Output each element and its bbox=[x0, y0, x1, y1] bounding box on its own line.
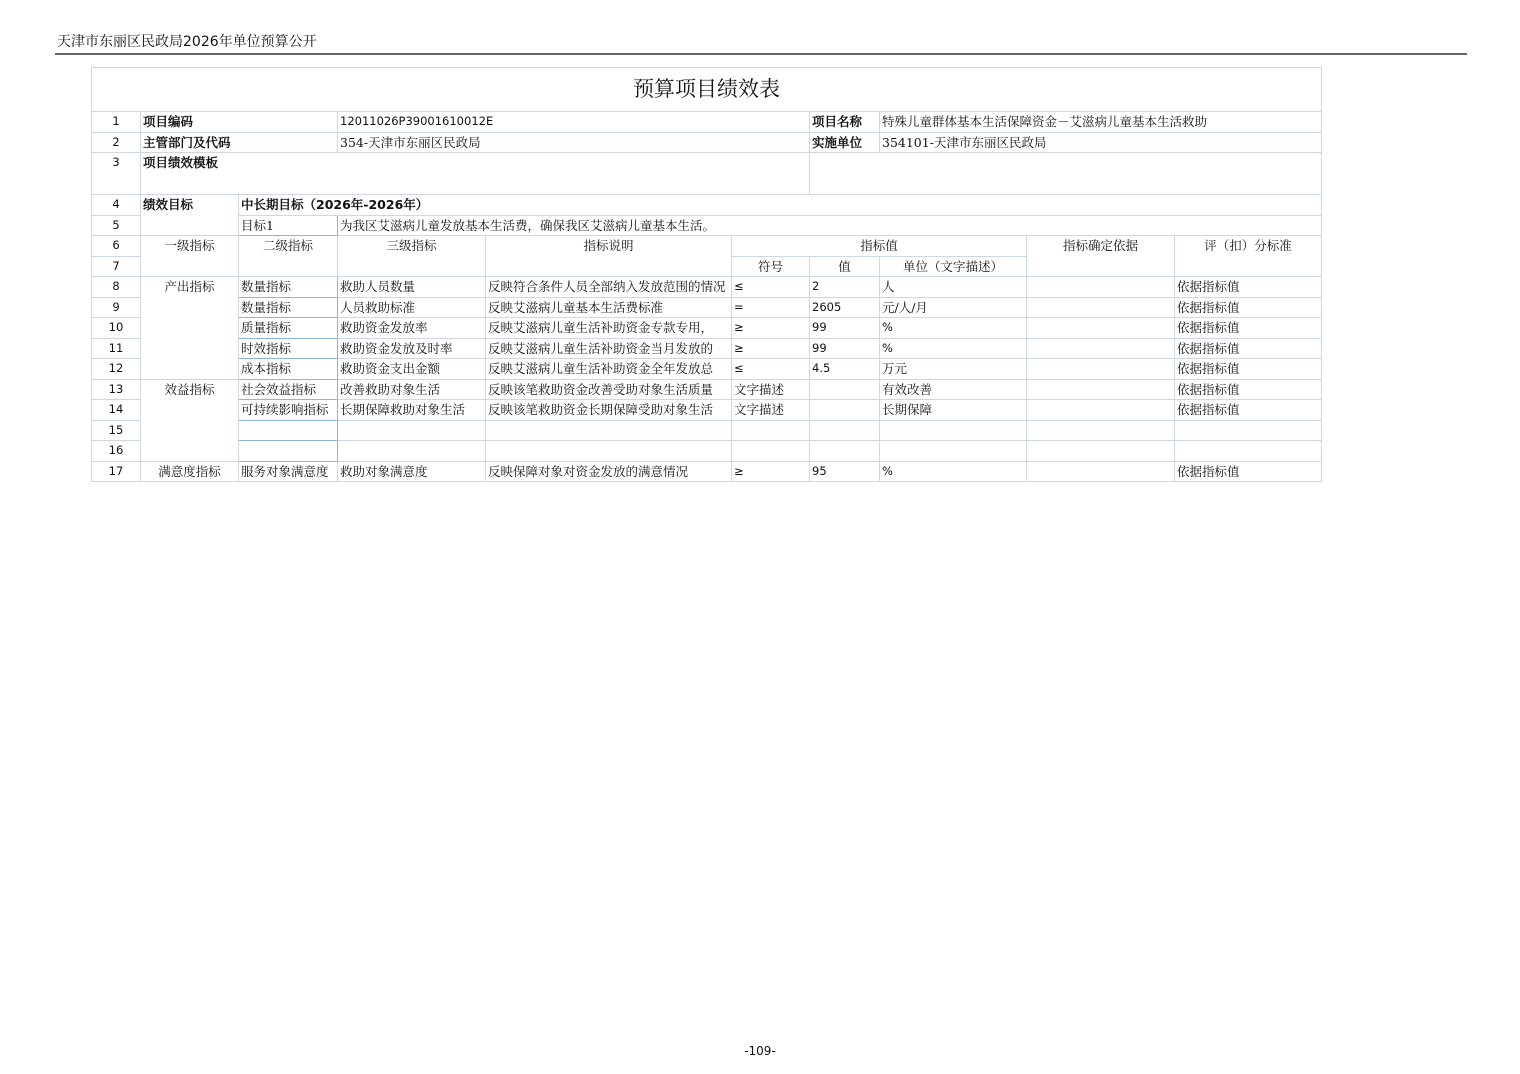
indicator-value: 2605 bbox=[810, 297, 880, 318]
indicator-symbol: 文字描述 bbox=[732, 379, 810, 400]
indicator-level2: 数量指标 bbox=[239, 297, 338, 318]
table-row bbox=[92, 297, 1322, 318]
group-benefit: 效益指标 bbox=[141, 379, 239, 461]
page-number: -109- bbox=[744, 1044, 776, 1058]
indicator-level2: 成本指标 bbox=[239, 359, 338, 380]
indicator-level3: 人员救助标准 bbox=[338, 297, 486, 318]
indicator-value bbox=[810, 420, 880, 441]
group-satisfaction: 满意度指标 bbox=[141, 461, 239, 482]
project-code-value: 12011026P39001610012E bbox=[338, 112, 810, 133]
indicator-basis bbox=[1027, 318, 1175, 339]
header-desc: 指标说明 bbox=[486, 236, 732, 277]
indicator-scoring bbox=[1175, 441, 1322, 462]
dept-label: 主管部门及代码 bbox=[141, 132, 338, 153]
indicator-value: 2 bbox=[810, 277, 880, 298]
indicator-desc bbox=[486, 420, 732, 441]
indicator-desc: 反映艾滋病儿童基本生活费标准 bbox=[486, 297, 732, 318]
header-basis: 指标确定依据 bbox=[1027, 236, 1175, 277]
indicator-level2 bbox=[239, 441, 338, 462]
row-number: 3 bbox=[92, 153, 141, 195]
indicator-scoring: 依据指标值 bbox=[1175, 297, 1322, 318]
indicator-basis bbox=[1027, 359, 1175, 380]
row-number: 12 bbox=[92, 359, 141, 380]
indicator-value: 4.5 bbox=[810, 359, 880, 380]
goal-1-text: 为我区艾滋病儿童发放基本生活费，确保我区艾滋病儿童基本生活。 bbox=[338, 215, 1322, 236]
indicator-level2: 数量指标 bbox=[239, 277, 338, 298]
table-row bbox=[92, 420, 1322, 441]
indicator-desc: 反映保障对象对资金发放的满意情况 bbox=[486, 461, 732, 482]
table-row bbox=[92, 195, 1322, 216]
row-number: 14 bbox=[92, 400, 141, 421]
row-number: 16 bbox=[92, 441, 141, 462]
table-row bbox=[92, 461, 1322, 482]
table-title: 预算项目绩效表 bbox=[92, 68, 1322, 112]
indicator-symbol: ≤ bbox=[732, 277, 810, 298]
indicator-symbol: ≥ bbox=[732, 338, 810, 359]
performance-table bbox=[91, 67, 1322, 482]
table-row bbox=[92, 112, 1322, 133]
indicator-symbol: ≥ bbox=[732, 318, 810, 339]
row-number: 6 bbox=[92, 236, 141, 257]
header-value: 值 bbox=[810, 256, 880, 277]
indicator-level2: 时效指标 bbox=[239, 338, 338, 359]
indicator-value bbox=[810, 400, 880, 421]
indicator-level3: 救助对象满意度 bbox=[338, 461, 486, 482]
indicator-level3: 长期保障救助对象生活 bbox=[338, 400, 486, 421]
indicator-scoring: 依据指标值 bbox=[1175, 277, 1322, 298]
indicator-unit: 元/人/月 bbox=[880, 297, 1027, 318]
project-name-value: 特殊儿童群体基本生活保障资金－艾滋病儿童基本生活救助 bbox=[880, 112, 1322, 133]
indicator-scoring: 依据指标值 bbox=[1175, 318, 1322, 339]
header-scoring: 评（扣）分标准 bbox=[1175, 236, 1322, 277]
indicator-desc: 反映符合条件人员全部纳入发放范围的情况 bbox=[486, 277, 732, 298]
indicator-symbol: ≤ bbox=[732, 359, 810, 380]
indicator-level2: 社会效益指标 bbox=[239, 379, 338, 400]
indicator-unit: 有效改善 bbox=[880, 379, 1027, 400]
indicator-level2: 质量指标 bbox=[239, 318, 338, 339]
indicator-level2: 服务对象满意度 bbox=[239, 461, 338, 482]
indicator-value: 99 bbox=[810, 338, 880, 359]
indicator-desc: 反映艾滋病儿童生活补助资金当月发放的 bbox=[486, 338, 732, 359]
indicator-scoring: 依据指标值 bbox=[1175, 379, 1322, 400]
header-level3: 三级指标 bbox=[338, 236, 486, 277]
table-row bbox=[92, 277, 1322, 298]
indicator-level3: 改善救助对象生活 bbox=[338, 379, 486, 400]
indicator-unit: 人 bbox=[880, 277, 1027, 298]
table-row bbox=[92, 132, 1322, 153]
row-number: 10 bbox=[92, 318, 141, 339]
indicator-basis bbox=[1027, 277, 1175, 298]
indicator-unit bbox=[880, 420, 1027, 441]
project-name-label: 项目名称 bbox=[810, 112, 880, 133]
indicator-unit: 万元 bbox=[880, 359, 1027, 380]
indicator-level3: 救助资金支出金额 bbox=[338, 359, 486, 380]
table-row bbox=[92, 400, 1322, 421]
goal-label: 绩效目标 bbox=[141, 195, 239, 236]
indicator-level3 bbox=[338, 420, 486, 441]
indicator-desc: 反映该笔救助资金长期保障受助对象生活 bbox=[486, 400, 732, 421]
indicator-basis bbox=[1027, 400, 1175, 421]
indicator-unit: % bbox=[880, 318, 1027, 339]
group-output: 产出指标 bbox=[141, 277, 239, 380]
row-number: 2 bbox=[92, 132, 141, 153]
row-number: 8 bbox=[92, 277, 141, 298]
row-number: 13 bbox=[92, 379, 141, 400]
row-number: 11 bbox=[92, 338, 141, 359]
indicator-basis bbox=[1027, 338, 1175, 359]
indicator-scoring bbox=[1175, 420, 1322, 441]
indicator-basis bbox=[1027, 441, 1175, 462]
template-label: 项目绩效模板 bbox=[141, 153, 810, 195]
indicator-desc: 反映艾滋病儿童生活补助资金全年发放总 bbox=[486, 359, 732, 380]
indicator-level3: 救助人员数量 bbox=[338, 277, 486, 298]
table-row bbox=[92, 359, 1322, 380]
row-number: 15 bbox=[92, 420, 141, 441]
indicator-symbol: ≥ bbox=[732, 461, 810, 482]
indicator-scoring: 依据指标值 bbox=[1175, 461, 1322, 482]
header-level1: 一级指标 bbox=[141, 236, 239, 277]
row-number: 4 bbox=[92, 195, 141, 216]
table-row bbox=[92, 338, 1322, 359]
header-symbol: 符号 bbox=[732, 256, 810, 277]
table-row bbox=[92, 153, 1322, 195]
indicator-value bbox=[810, 441, 880, 462]
header-unit: 单位（文字描述） bbox=[880, 256, 1027, 277]
table-row bbox=[92, 318, 1322, 339]
indicator-unit: 长期保障 bbox=[880, 400, 1027, 421]
page-header: 天津市东丽区民政局2026年单位预算公开 bbox=[57, 34, 317, 50]
indicator-level3 bbox=[338, 441, 486, 462]
table-row bbox=[92, 236, 1322, 257]
row-number: 9 bbox=[92, 297, 141, 318]
project-code-label: 项目编码 bbox=[141, 112, 338, 133]
table-row bbox=[92, 441, 1322, 462]
header-value-group: 指标值 bbox=[732, 236, 1027, 257]
indicator-value: 95 bbox=[810, 461, 880, 482]
indicator-basis bbox=[1027, 379, 1175, 400]
goal-1-label: 目标1 bbox=[239, 215, 338, 236]
template-value bbox=[810, 153, 1322, 195]
indicator-value: 99 bbox=[810, 318, 880, 339]
table-row bbox=[92, 379, 1322, 400]
impl-unit-label: 实施单位 bbox=[810, 132, 880, 153]
indicator-unit: % bbox=[880, 338, 1027, 359]
indicator-basis bbox=[1027, 297, 1175, 318]
indicator-scoring: 依据指标值 bbox=[1175, 400, 1322, 421]
indicator-symbol: 文字描述 bbox=[732, 400, 810, 421]
indicator-scoring: 依据指标值 bbox=[1175, 359, 1322, 380]
row-number: 7 bbox=[92, 256, 141, 277]
impl-unit-value: 354101-天津市东丽区民政局 bbox=[880, 132, 1322, 153]
table-row bbox=[92, 215, 1322, 236]
row-number: 5 bbox=[92, 215, 141, 236]
indicator-basis bbox=[1027, 420, 1175, 441]
row-number: 17 bbox=[92, 461, 141, 482]
indicator-level2 bbox=[239, 420, 338, 441]
indicator-desc bbox=[486, 441, 732, 462]
mid-term-goal-label: 中长期目标（2026年-2026年） bbox=[239, 195, 1322, 216]
indicator-scoring: 依据指标值 bbox=[1175, 338, 1322, 359]
indicator-level3: 救助资金发放率 bbox=[338, 318, 486, 339]
indicator-symbol bbox=[732, 441, 810, 462]
header-level2: 二级指标 bbox=[239, 236, 338, 277]
header-divider bbox=[55, 53, 1467, 55]
indicator-level2: 可持续影响指标 bbox=[239, 400, 338, 421]
indicator-desc: 反映艾滋病儿童生活补助资金专款专用， bbox=[486, 318, 732, 339]
indicator-unit: % bbox=[880, 461, 1027, 482]
indicator-value bbox=[810, 379, 880, 400]
indicator-basis bbox=[1027, 461, 1175, 482]
indicator-symbol: = bbox=[732, 297, 810, 318]
indicator-symbol bbox=[732, 420, 810, 441]
row-number: 1 bbox=[92, 112, 141, 133]
indicator-level3: 救助资金发放及时率 bbox=[338, 338, 486, 359]
indicator-desc: 反映该笔救助资金改善受助对象生活质量 bbox=[486, 379, 732, 400]
dept-value: 354-天津市东丽区民政局 bbox=[338, 132, 810, 153]
indicator-unit bbox=[880, 441, 1027, 462]
